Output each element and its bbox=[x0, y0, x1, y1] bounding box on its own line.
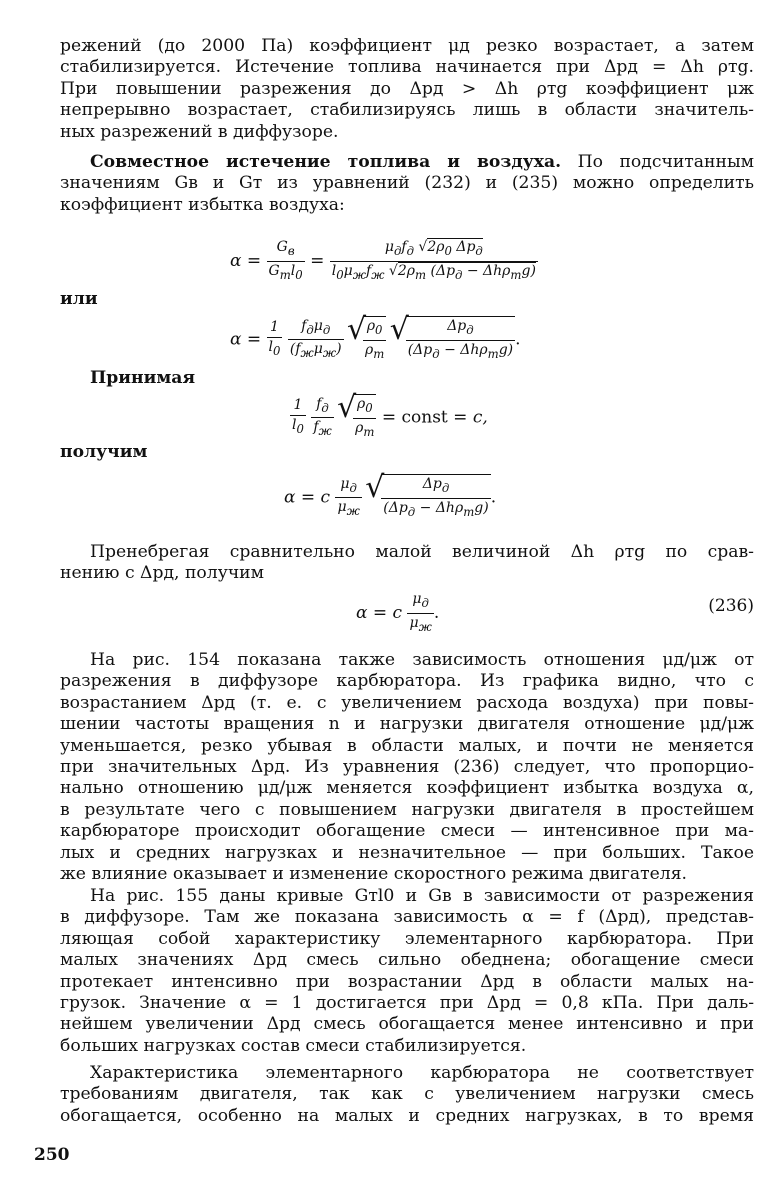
text-line: На рис. 155 даны кривые Gтl0 и Gв в зависимости от разрежения bbox=[90, 886, 754, 906]
text-line: значениям Gв и Gт из уравнений (232) и (235) можно определить bbox=[60, 173, 754, 194]
formula-4: α = c $\frac{\mu_д}{\mu_ж}$ √ $\frac{\Delta p_д}{(\Delta p_д - \Delta h\rho_тg)}$ . bbox=[284, 474, 496, 522]
text-line: в результате чего с повышением нагрузки двигателя в простейшем bbox=[60, 799, 754, 820]
text-line: разрежения в диффузоре карбюратора. Из графика видно, что с bbox=[60, 671, 754, 692]
text-line: требованиям двигателя, так как с увеличением нагрузки смесь bbox=[60, 1084, 754, 1105]
text-line: Пренебрегая сравнительно малой величиной Δh ρтg по срав- bbox=[90, 542, 754, 562]
text-line: непрерывно возрастает, стабилизируясь лишь в области значитель- bbox=[60, 100, 754, 121]
text-line: коэффициент избытка воздуха: bbox=[60, 194, 345, 215]
text-line: в диффузоре. Там же показана зависимость α = f (Δpд), представ- bbox=[60, 907, 754, 928]
text-line: лых и средних нагрузках и незначительное — при больших. Такое bbox=[60, 842, 754, 863]
paragraph-3 bbox=[60, 542, 754, 585]
text-line: нению с Δpд, получим bbox=[60, 563, 265, 584]
formula-3: $\frac{1}{l_0}$ $\frac{f_д}{f_ж}$ √ $\frac{\rho_0}{\rho_т}$ = const = c, bbox=[290, 394, 488, 442]
text-line: нально отношению μд/μж меняется коэффициент избытка воздуха α, bbox=[60, 778, 754, 799]
paragraph-5 bbox=[60, 886, 754, 1057]
equation-number: (236) bbox=[708, 596, 754, 616]
text-line: же влияние оказывает и изменение скоростного режима двигателя. bbox=[60, 864, 688, 885]
text-line bbox=[60, 152, 754, 173]
page-number: 250 bbox=[34, 1145, 70, 1165]
paragraph-6 bbox=[60, 1063, 754, 1127]
text-line: обогащается, особенно на малых и средних нагрузках, в то время bbox=[60, 1105, 754, 1126]
text-line: ляющая собой характеристику элементарного карбюратора. При bbox=[60, 928, 754, 949]
text-line: карбюраторе происходит обогащение смеси — интенсивное при ма- bbox=[60, 821, 754, 842]
text-line: больших нагрузках состав смеси стабилизируется. bbox=[60, 1035, 527, 1056]
label-poluchim: получим bbox=[60, 442, 148, 462]
paragraph-1 bbox=[60, 36, 754, 143]
text-line: ных разрежений в диффузоре. bbox=[60, 121, 339, 142]
text-line: На рис. 154 показана также зависимость отношения μд/μж от bbox=[90, 650, 754, 670]
text-line: нейшем увеличении Δpд смесь обогащается менее интенсивно и при bbox=[60, 1014, 754, 1035]
paragraph-4 bbox=[60, 650, 754, 885]
text-line: шении частоты вращения n и нагрузки двигателя отношение μд/μж bbox=[60, 714, 754, 735]
text-line: возрастанием Δpд (т. е. с увеличением расхода воздуха) при повы- bbox=[60, 692, 754, 713]
text-line: Характеристика элементарного карбюратора не соответствует bbox=[90, 1063, 754, 1083]
text-line: протекает интенсивно при возрастании Δpд в области малых на- bbox=[60, 971, 754, 992]
text-line: уменьшается, резко убывая в области малых, и почти не меняется bbox=[60, 735, 754, 756]
text-line: при значительных Δpд. Из уравнения (236) следует, что пропорцио- bbox=[60, 757, 754, 778]
text-line: При повышении разрежения до Δpд > Δh ρтg коэффициент μж bbox=[60, 78, 754, 99]
formula-2: α = $\frac{1}{l_0}$ $\frac{f_д\mu_д}{(f_ж\mu_ж)}$ √ $\frac{\rho_0}{\rho_т}$ √ $\frac{\Delta p_д}{(\Delta p_д - \Delta h\rho_тg)}$ . bbox=[230, 316, 521, 364]
label-ili: или bbox=[60, 289, 98, 309]
paragraph-2 bbox=[60, 152, 754, 216]
text-line: стабилизируется. Истечение топлива начинается при Δpд = Δh ρтg. bbox=[60, 57, 754, 78]
text-line: малых значениях Δpд смесь сильно обеднена; обогащение смеси bbox=[60, 950, 754, 971]
formula-5: α = c $\frac{\mu_д}{\mu_ж}$ . bbox=[356, 591, 440, 634]
section-heading: Совместное истечение топлива и воздуха. bbox=[90, 152, 562, 172]
text-line: грузок. Значение α = 1 достигается при Δpд = 0,8 кПа. При даль- bbox=[60, 993, 754, 1014]
text-fragment: По подсчитанным bbox=[561, 152, 754, 172]
text-line: режений (до 2000 Па) коэффициент μд резко возрастает, а затем bbox=[60, 36, 754, 56]
formula-1: α = $\frac{G_в}{G_тl_0}$ = $\frac{\mu_дf_д √2\rho_0 \Delta p_д}{l_0\mu_жf_ж √2\rho_т (\Delta p_д - \Delta h\rho_тg)}$ bbox=[230, 239, 536, 282]
label-prinimaya: Принимая bbox=[90, 368, 196, 388]
